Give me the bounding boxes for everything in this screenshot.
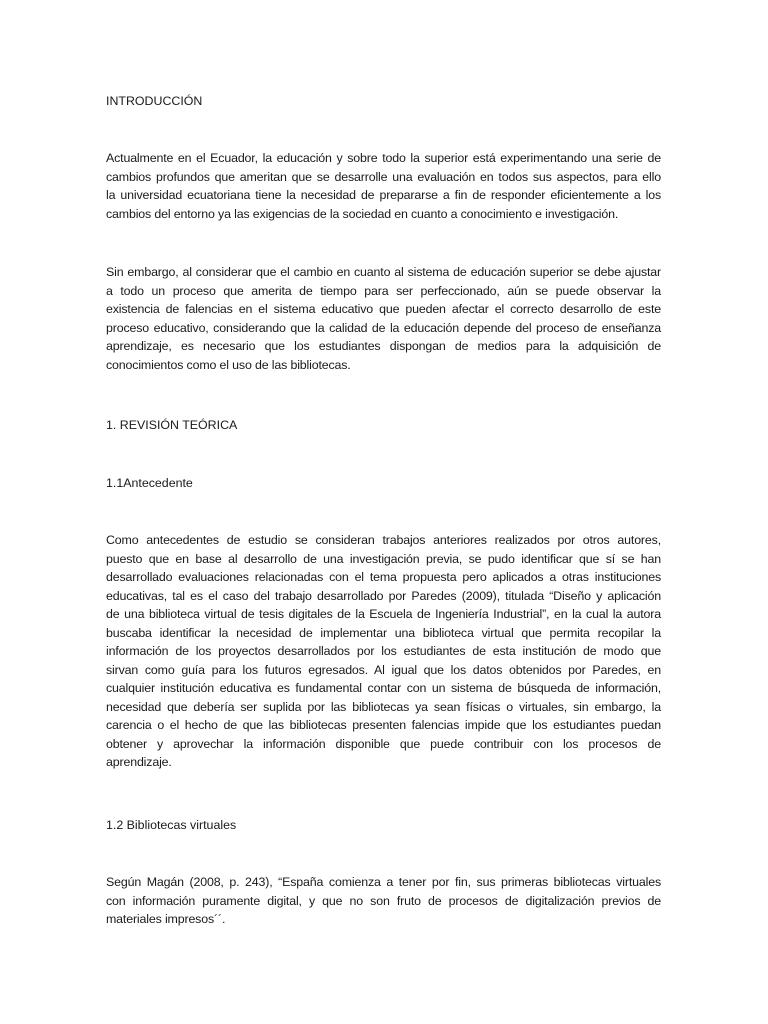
paragraph-bibliotecas xyxy=(106,873,661,929)
paragraph-line: cambios profundos que ameritan que se desarrolle una evaluación en todos sus aspectos, para ello xyxy=(106,169,661,184)
paragraph-line: conocimientos como el uso de las bibliotecas. xyxy=(106,357,351,372)
paragraph-line: con información puramente digital, y que no son fruto de procesos de digitalización previos de xyxy=(106,893,661,908)
paragraph-line: carencia o el hecho de que las bibliotecas presenten falencias impide que los estudiantes puedan xyxy=(106,718,661,732)
paragraph-line: Como antecedentes de estudio se consideran trabajos anteriores realizados por otros autores, xyxy=(106,533,661,547)
paragraph-line: buscaba identificar la necesidad de implementar una biblioteca virtual que permita recopilar la xyxy=(106,625,661,640)
paragraph-line: necesidad que debería ser suplida por las bibliotecas ya sean físicas o virtuales, sin embargo, la xyxy=(106,699,661,714)
paragraph-line: de una biblioteca virtual de tesis digitales de la Escuela de Ingeniería Industrial”, en la cual la autora xyxy=(106,607,661,621)
paragraph-line: puesto que en base al desarrollo de una investigación previa, se pudo identificar que sí se han xyxy=(106,551,661,566)
paragraph-line: cambios del entorno ya las exigencias de la sociedad en cuanto a conocimiento e investigación. xyxy=(106,206,619,221)
heading-antecedente: 1.1Antecedente xyxy=(106,476,193,490)
paragraph-line: la universidad ecuatoriana tiene la necesidad de prepararse a fin de responder eficientemente a los xyxy=(106,188,661,202)
paragraph-line: cualquier institución educativa es fundamental contar con un sistema de búsqueda de información, xyxy=(106,681,661,695)
paragraph-line: Sin embargo, al considerar que el cambio en cuanto al sistema de educación superior se debe ajustar xyxy=(106,265,661,279)
paragraph-line: educativas, tal es el caso del trabajo desarrollado por Paredes (2009), titulada “Diseño y aplicación xyxy=(106,588,661,603)
paragraph-line: materiales impresos´´. xyxy=(106,912,226,926)
paragraph-line: obtener y aprovechar la información disponible que puede contribuir con los procesos de xyxy=(106,736,661,751)
paragraph-line: información de los proyectos desarrollados por los estudiantes de esta institución de modo que xyxy=(106,644,661,658)
paragraph-line: aprendizaje. xyxy=(106,755,172,769)
paragraph-line: desarrollado evaluaciones relacionadas con el tema propuesta pero aplicados a otras instituciones xyxy=(106,570,661,584)
heading-revision-teorica: 1. REVISIÓN TEÓRICA xyxy=(106,418,238,432)
paragraph-intro-1 xyxy=(106,149,661,223)
paragraph-line: Según Magán (2008, p. 243), “España comienza a tener por fin, sus primeras bibliotecas virtuales xyxy=(106,875,661,889)
paragraph-line: aprendizaje, es necesario que los estudiantes dispongan de medios para la adquisición de xyxy=(106,339,661,353)
paragraph-line: a todo un proceso que amerita de tiempo para ser perfeccionado, aún se puede observar la xyxy=(106,283,661,298)
paragraph-line: sirvan como guía para los futuros egresados. Al igual que los datos obtenidos por Paredes, en xyxy=(106,662,661,677)
paragraph-line: proceso educativo, considerando que la calidad de la educación depende del proceso de enseñanza xyxy=(106,320,661,335)
paragraph-line: Actualmente en el Ecuador, la educación y sobre todo la superior está experimentando una serie de xyxy=(106,151,661,165)
heading-bibliotecas-virtuales: 1.2 Bibliotecas virtuales xyxy=(106,818,237,832)
paragraph-intro-2 xyxy=(106,263,661,374)
paragraph-antecedente xyxy=(106,531,661,772)
heading-introduccion: INTRODUCCIÓN xyxy=(106,94,203,108)
paragraph-line: existencia de falencias en el sistema educativo que pueden afectar el correcto desarrollo de este xyxy=(106,302,661,316)
